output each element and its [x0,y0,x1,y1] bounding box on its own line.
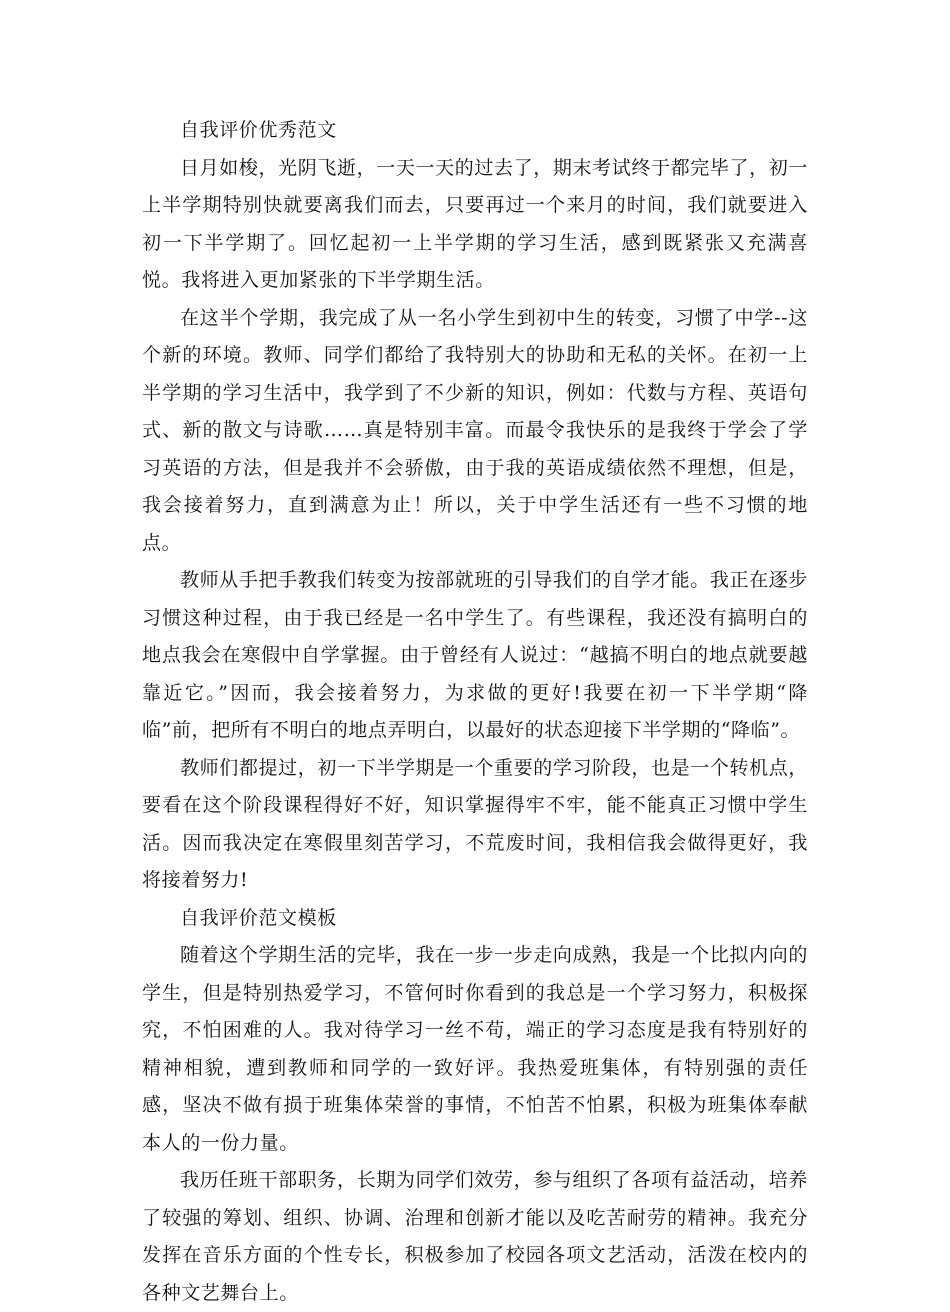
document-body [142,112,808,1312]
section-title: 自我评价范文模板 [180,906,337,929]
paragraph: 教师们都提过，初一下半学期是一个重要的学习阶段，也是一个转机点，要看在这个阶段课程得好不好，知识掌握得牢不牢，能不能真正习惯中学生活。因而我决定在寒假里刻苦学习，不荒废时间，我相信我会做得更好，我将接着努力! [142,756,808,891]
paragraph: 随着这个学期生活的完毕，我在一步一步走向成熟，我是一个比拟内向的学生，但是特别热爱学习，不管何时你看到的我总是一个学习努力，积极探究，不怕困难的人。我对待学习一丝不苟，端正的学习态度是我有特别好的精神相貌，遭到教师和同学的一致好评。我热爱班集体，有特别强的责任感，坚决不做有损于班集体荣誉的事情，不怕苦不怕累，积极为班集体奉献本人的一份力量。 [142,944,808,1154]
paragraph: 我历任班干部职务，长期为同学们效劳，参与组织了各项有益活动，培养了较强的筹划、组织、协调、治理和创新才能以及吃苦耐劳的精神。我充分发挥在音乐方面的个性专长，积极参加了校园各项文艺活动，活泼在校内的各种文艺舞台上。 [142,1169,808,1304]
paragraph: 日月如梭，光阴飞逝，一天一天的过去了，期末考试终于都完毕了，初一上半学期特别快就要离我们而去，只要再过一个来月的时间，我们就要进入初一下半学期了。回忆起初一上半学期的学习生活，感到既紧张又充满喜悦。我将进入更加紧张的下半学期生活。 [142,156,808,291]
section-title: 自我评价优秀范文 [180,119,337,141]
paragraph: 在这半个学期，我完成了从一名小学生到初中生的转变，习惯了中学--这个新的环境。教师、同学们都给了我特别大的协助和无私的关怀。在初一上半学期的学习生活中，我学到了不少新的知识，例如：代数与方程、英语句式、新的散文与诗歌……真是特别丰富。而最令我快乐的是我终于学会了学习英语的方法，但是我并不会骄傲，由于我的英语成绩依然不理想，但是，我会接着努力，直到满意为止！所以，关于中学生活还有一些不习惯的地点。 [142,306,808,554]
paragraph: 教师从手把手教我们转变为按部就班的引导我们的自学才能。我正在逐步习惯这种过程，由于我已经是一名中学生了。有些课程，我还没有搞明白的地点我会在寒假中自学掌握。由于曾经有人说过：“越搞不明白的地点就要越靠近它。”因而，我会接着努力，为求做的更好!我要在初一下半学期“降临”前，把所有不明白的地点弄明白，以最好的状态迎接下半学期的“降临”。 [142,569,808,741]
